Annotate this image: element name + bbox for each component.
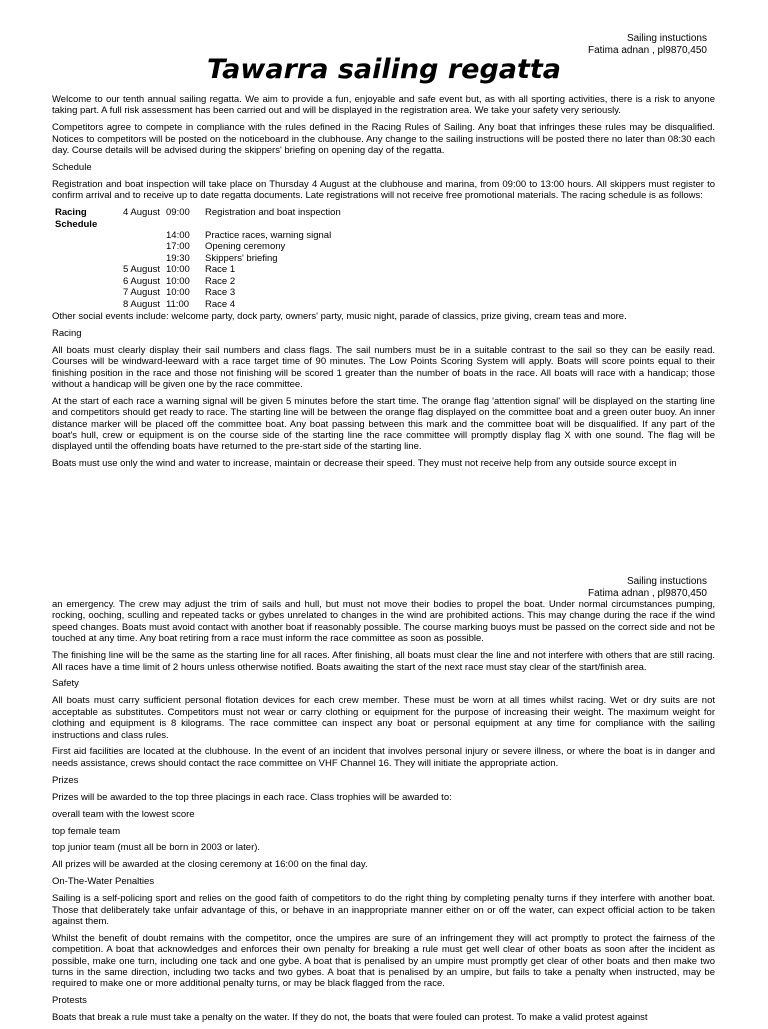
safety-heading: Safety	[52, 678, 79, 690]
schedule-row	[55, 253, 343, 264]
schedule-event: Opening ceremony	[205, 241, 286, 253]
penalties-paragraph-2: Whilst the benefit of doubt remains with the competitor, once the umpires are sure of an infringement they will act promptly to protect the fairness of the competition. A boat that acknowledges and enforces their own penalty for breaking a rule must get well clear of other boats as soon after the incident as possible, make one turn, including one tack and one gybe. A boat that is penalised by an umpire must promptly get clear of other boats and then make two turns in the same direction, including two tacks and two gybes. A boat that is penalised by an umpire, but fails to take a penalty when instructed, may be required to make one or more additional penalty turns, or may be black flagged from the race.	[52, 932, 715, 990]
racing-paragraph-3: Boats must use only the wind and water to increase, maintain or decrease their speed. They must not receive help from any outside source except in	[52, 458, 677, 470]
schedule-row	[55, 241, 343, 252]
schedule-time: 14:00	[166, 230, 190, 242]
protests-heading: Protests	[52, 995, 87, 1007]
schedule-time: 10:00	[166, 275, 190, 287]
schedule-time: 19:30	[166, 252, 190, 264]
schedule-event: Race 4	[205, 298, 236, 310]
intro-paragraph: Welcome to our tenth annual sailing regatta. We aim to provide a fun, enjoyable and safe event but, as with all sporting activities, there is a risk to anyone taking part. A full risk assessment has been carried out and will be displayed in the registration area. We take your safety very seriously.	[52, 94, 715, 117]
penalties-heading: On-The-Water Penalties	[52, 876, 155, 888]
schedule-row	[55, 299, 343, 310]
schedule-date: 8 August	[123, 298, 160, 310]
prizes-ceremony: All prizes will be awarded at the closing ceremony at 16:00 on the final day.	[52, 859, 368, 871]
safety-paragraph-2: First aid facilities are located at the clubhouse. In the event of an incident that involves personal injury or severe illness, or where the boat is in danger and needs assistance, crews should contact the race committee on VHF Channel 16. They will initiate the appropriate action.	[52, 746, 715, 769]
prize-item: top female team	[52, 825, 121, 837]
racing-paragraph-2: At the start of each race a warning signal will be given 5 minutes before the start time. The orange flag 'attention signal' will be displayed on the starting line and competitors should get ready to race. The starting line will be between the orange flag displayed on the committee boat and a green outer buoy. An inner distance marker will be placed off the committee boat. Any boat passing between this mark and the committee boat will be disqualified. If any part of the boat's hull, crew or equipment is on the course side of the starting line the race committee will promptly display flag X with one sound. The flag will be displayed until the offending boats have returned to the pre-start side of the starting line.	[52, 395, 715, 453]
schedule-time: 10:00	[166, 287, 190, 299]
document-page-1	[0, 0, 768, 500]
schedule-event: Practice races, warning signal	[205, 230, 332, 242]
schedule-event: Registration and boat inspection	[205, 207, 341, 219]
schedule-row	[55, 287, 343, 298]
prizes-intro: Prizes will be awarded to the top three placings in each race. Class trophies will be awarded to:	[52, 791, 452, 803]
schedule-row	[55, 264, 343, 275]
schedule-row	[55, 207, 343, 230]
schedule-time: 11:00	[166, 298, 190, 310]
schedule-row	[55, 230, 343, 241]
racing-paragraph-1: All boats must clearly display their sail numbers and class flags. The sail numbers must be in a suitable contrast to the sail so they can be easily read. Courses will be windward-leeward with a race target time of 90 minutes. The Low Points Scoring System will apply. Boats will score points equal to their finishing position in the race and those not finishing will be scored 1 greater than the number of boats in the race. All boats will race with a handicap; those without a handicap will be given one by the race committee.	[52, 344, 715, 390]
schedule-date: 5 August	[123, 264, 160, 276]
schedule-time: 10:00	[166, 264, 190, 276]
social-events-paragraph: Other social events include: welcome party, dock party, owners' party, music night, parade of classics, prize giving, cream teas and more.	[52, 310, 627, 322]
schedule-event: Skippers' briefing	[205, 252, 278, 264]
prizes-heading: Prizes	[52, 774, 79, 786]
schedule-date: 6 August	[123, 275, 160, 287]
schedule-event: Race 3	[205, 287, 236, 299]
page-2-body	[52, 599, 715, 1029]
compliance-paragraph: Competitors agree to compete in compliance with the rules defined in the Racing Rules of Sailing. Any boat that infringes these rules may be disqualified. Notices to competitors will be posted on the noticeboard in the clubhouse. Any change to the sailing instructions will be posted there no later than 08:30 each day. Course details will be advised during the skippers' briefing on opening day of the regatta.	[52, 122, 715, 157]
safety-paragraph-1: All boats must carry sufficient personal flotation devices for each crew member. These must be worn at all times whilst racing. Wet or dry suits are not acceptable as substitutes. Competitors must not wear or carry clothing or equipment for the purpose of increasing their weight. The maximum weight for clothing and equipment is 8 kilograms. The race committee can inspect any boat or personal equipment at any time for compliance with the sailing instructions and class rules.	[52, 695, 715, 741]
schedule-label: Racing Schedule	[55, 207, 98, 230]
document-page-2	[0, 572, 768, 1024]
schedule-date: 7 August	[123, 287, 160, 299]
header-author: Fatima adnan , pl9870,450	[588, 587, 707, 599]
protests-paragraph-1: Boats that break a rule must take a penalty on the water. If they do not, the boats that were fouled can protest. To make a valid protest against	[52, 1012, 648, 1024]
schedule-date: 4 August	[123, 207, 160, 219]
page-1-body	[52, 94, 715, 475]
page-header	[588, 576, 707, 599]
schedule-date	[110, 241, 166, 252]
racing-paragraph-3-continued: an emergency. The crew may adjust the trim of sails and hull, but must not move their bodies to propel the boat. Under normal circumstances pumping, rocking, ooching, sculling and repeated tacks or gybes unrelated to changes in the wind are prohibited actions. This may change during the race if the wind speed changes. Boats must avoid contact with another boat if reasonably possible. The course marking buoys must be passed on the correct side and not be touched at any time. Any boat retiring from a race must inform the race committee as soon as possible.	[52, 599, 715, 645]
document-title: Tawarra sailing regatta	[206, 54, 562, 85]
penalties-paragraph-1: Sailing is a self-policing sport and relies on the good faith of competitors to do the right thing by completing penalty turns if they interfere with another boat. Those that deliberately take unfair advantage of this, or behave in an inappropriate manner either on or off the water, can expect official action to be taken against them.	[52, 893, 715, 927]
header-author: Fatima adnan , pl9870,450	[588, 44, 707, 56]
schedule-time: 17:00	[166, 241, 190, 253]
schedule-event: Race 1	[205, 264, 236, 276]
header-doc-title: Sailing instuctions	[626, 576, 707, 587]
finishing-paragraph: The finishing line will be the same as the starting line for all races. After finishing, all boats must clear the line and not interfere with others that are still racing. All races have a time limit of 2 hours unless otherwise notified. Boats awaiting the start of the next race must stay clear of the start/finish area.	[52, 650, 715, 673]
registration-paragraph: Registration and boat inspection will take place on Thursday 4 August at the clubhouse and marina, from 09:00 to 13:00 hours. All skippers must register to confirm arrival and to receive up to date regatta documents. Late registrations will not receive free promotional materials. The racing schedule is as follows:	[52, 178, 715, 202]
prize-item: top junior team (must all be born in 2003 or later).	[52, 842, 261, 854]
prize-item: overall team with the lowest score	[52, 808, 195, 820]
racing-heading: Racing	[52, 327, 82, 339]
schedule-date	[110, 253, 166, 264]
racing-schedule-table	[55, 207, 343, 310]
header-doc-title: Sailing instuctions	[626, 33, 707, 44]
schedule-date	[110, 230, 166, 241]
schedule-heading: Schedule	[52, 162, 92, 174]
schedule-row	[55, 276, 343, 287]
schedule-time: 09:00	[166, 207, 190, 219]
schedule-event: Race 2	[205, 275, 236, 287]
